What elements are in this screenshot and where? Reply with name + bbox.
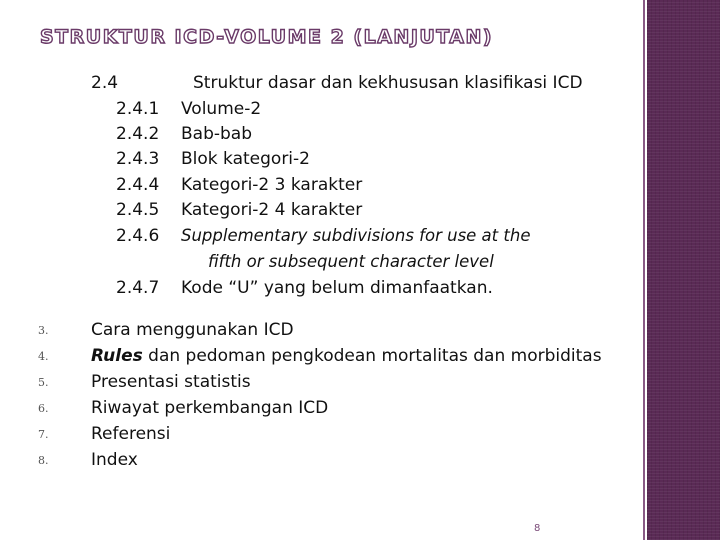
subsection-text: Blok kategori-2	[181, 149, 310, 169]
subsection-text-continued: fifth or subsequent character level	[208, 252, 494, 271]
list-number: 6.	[38, 402, 49, 415]
list-item-text: Cara menggunakan ICD	[91, 320, 294, 340]
subsection-number: 2.4.2	[116, 124, 160, 144]
list-item	[91, 345, 602, 367]
subsection-text: Kategori-2 4 karakter	[181, 200, 363, 220]
slide-title: STRUKTUR ICD-VOLUME 2 (LANJUTAN)	[40, 26, 494, 48]
list-item-emphasis: Rules	[91, 346, 143, 366]
list-item	[91, 423, 170, 445]
subsection-number: 2.4.4	[116, 175, 160, 195]
subsection-number: 2.4.5	[116, 200, 160, 220]
subsection-number: 2.4.7	[116, 278, 160, 298]
list-number: 8.	[38, 454, 49, 467]
list-item-text: Referensi	[91, 424, 171, 444]
section-number: 2.4	[91, 73, 119, 93]
list-number: 4.	[38, 350, 49, 363]
subsection-number: 2.4.1	[116, 99, 160, 119]
list-item	[91, 449, 138, 471]
list-number: 3.	[38, 324, 49, 337]
list-item-text: Presentasi statistis	[91, 372, 251, 392]
subsection-text: Supplementary subdivisions for use at the	[181, 226, 531, 245]
list-item	[91, 371, 251, 393]
decorative-side-band	[643, 0, 720, 540]
subsection-number: 2.4.6	[116, 226, 160, 246]
page-number: 8	[534, 523, 541, 534]
subsection-text: Bab-bab	[181, 124, 253, 144]
list-item-text: dan pedoman pengkodean mortalitas dan morbiditas	[142, 346, 602, 366]
subsection-text: Kategori-2 3 karakter	[181, 175, 363, 195]
list-item-text: Index	[91, 450, 138, 470]
list-number: 5.	[38, 376, 49, 389]
list-item-text: Riwayat perkembangan ICD	[91, 398, 329, 418]
subsection-text: Volume-2	[181, 99, 262, 119]
subsection-text: Kode “U” yang belum dimanfaatkan.	[181, 278, 493, 298]
list-item	[91, 397, 328, 419]
list-item	[91, 319, 294, 341]
list-number: 7.	[38, 428, 49, 441]
band-edge-line	[643, 0, 645, 540]
band-texture	[647, 0, 720, 540]
section-heading: Struktur dasar dan kekhususan klasifikasi ICD	[193, 73, 583, 93]
subsection-number: 2.4.3	[116, 149, 160, 169]
